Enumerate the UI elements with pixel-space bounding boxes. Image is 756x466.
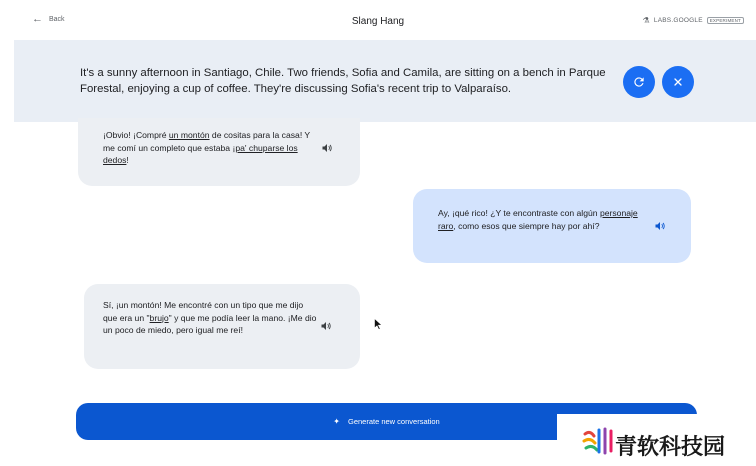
message-text-part: " y que me podía leer la mano. ¡Me dio un poco de miedo, pero igual me reí! [103, 312, 317, 335]
watermark-text: 青软科技园 [615, 435, 726, 460]
mouse-cursor-icon [374, 318, 383, 330]
message-text-part: ¡Obvio! ¡Compré [103, 130, 169, 140]
experiment-badge: EXPERIMENT [707, 17, 744, 24]
close-icon [672, 76, 684, 88]
flask-icon: ⚗ [642, 16, 650, 25]
watermark-logo-icon [581, 426, 615, 456]
watermark [557, 414, 756, 466]
speaker-icon[interactable] [320, 320, 332, 332]
back-label: Back [49, 16, 65, 23]
message-text-part: , como esos que siempre hay por ahí? [453, 220, 600, 231]
slang-term[interactable]: un montón [168, 130, 210, 140]
message-text-part: de cositas para la casa! Y me comí un completo que estaba [103, 130, 311, 153]
arrow-left-icon: ← [32, 13, 43, 25]
close-button[interactable] [662, 66, 694, 98]
speaker-icon[interactable] [654, 220, 666, 232]
message-text-part: ! [126, 155, 129, 165]
slang-term[interactable]: personaje raro [438, 208, 638, 231]
generate-label: Generate new conversation [347, 417, 440, 426]
slang-term[interactable]: brujo [149, 312, 169, 323]
scenario-text: It's a sunny afternoon in Santiago, Chile. Two friends, Sofia and Camila, are sitting on a bench in Parque Forestal, enjoying a cup of coffee. They're discussing Sofia's recent trip to Valparaíso. [80, 67, 606, 95]
brand-label: LABS.GOOGLE [653, 17, 703, 24]
slang-term[interactable]: ¡pa' chuparse los dedos [103, 142, 298, 165]
message-text [438, 207, 638, 232]
message-text [103, 299, 318, 337]
brand-link[interactable] [643, 16, 744, 25]
speaker-icon[interactable] [321, 142, 333, 154]
sparkle-icon: ✦ [333, 417, 340, 426]
message-text [103, 129, 318, 167]
message-bubble-left [78, 118, 360, 186]
top-bar [0, 0, 756, 40]
scenario-banner [14, 40, 756, 122]
message-text-part: Ay, ¡qué rico! ¿Y te encontraste con algún [438, 208, 600, 218]
message-bubble-right [413, 189, 691, 263]
message-text-part: Sí, ¡un montón! Me encontré con un tipo que me dijo que era un " [103, 300, 304, 323]
refresh-button[interactable] [623, 66, 655, 98]
page-title: Slang Hang [351, 16, 405, 27]
message-bubble-left [84, 284, 360, 369]
refresh-icon [632, 75, 646, 89]
